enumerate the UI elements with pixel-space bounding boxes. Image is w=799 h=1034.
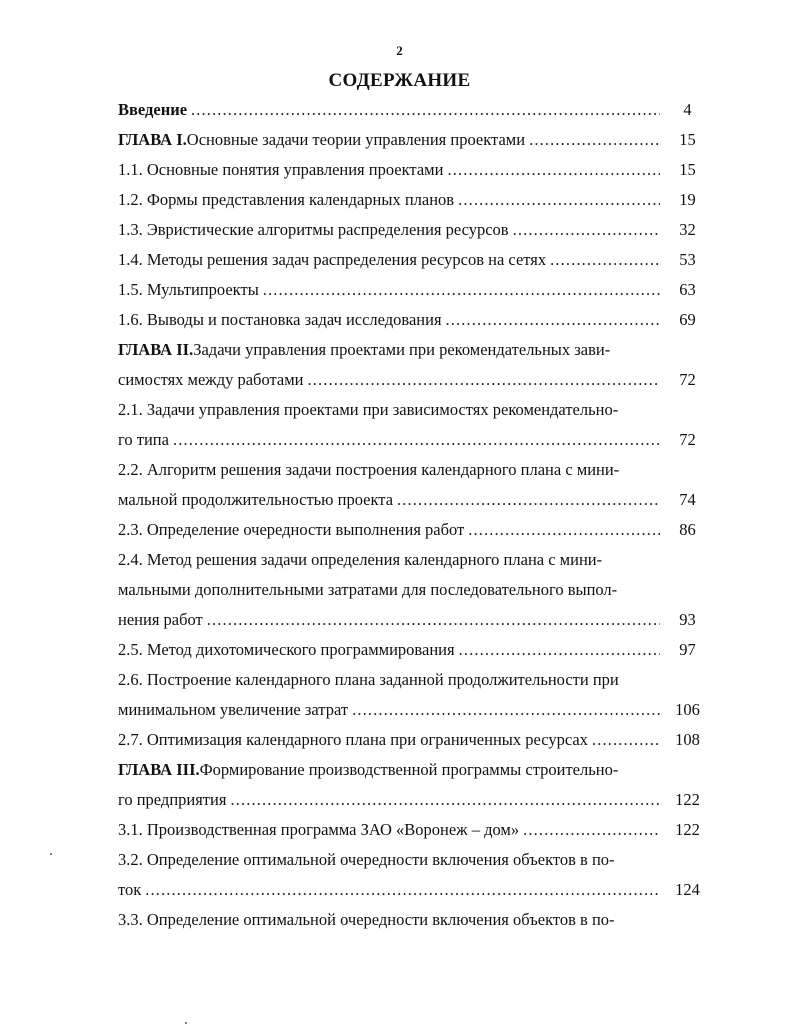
page-ref: 72 (679, 430, 696, 449)
toc-entry-continuation: мальными дополнительными затратами для последовательного выпол- (118, 580, 618, 599)
toc-entry-continuation: го типа . . . (118, 429, 660, 451)
toc-entry: 1.4. Методы решения задач распределения ресурсов на сетях . . . (118, 249, 660, 271)
toc-entry: 3.2. Определение оптимальной очередности включения объектов в по- (118, 850, 615, 869)
toc-entry-intro (118, 99, 660, 121)
page-title: СОДЕРЖАНИЕ (328, 70, 471, 91)
page-ref: 4 (683, 100, 692, 119)
toc-entry: 2.4. Метод решения задачи определения календарного плана с мини- (118, 550, 603, 569)
toc-entry: 2.3. Определение очередности выполнения работ . . . (118, 519, 660, 541)
page-ref: 124 (675, 880, 700, 899)
toc-entry-chapter-2: ГЛАВА II. Задачи управления проектами при рекомендательных зави- (118, 340, 611, 359)
scan-speck (185, 1022, 187, 1024)
toc-entry-continuation: симостях между работами . . . (118, 369, 660, 391)
toc-entry-chapter-3: ГЛАВА III. Формирование производственной программы строительно- (118, 760, 619, 779)
page-ref: 72 (679, 370, 696, 389)
toc-entry: 1.2. Формы представления календарных планов . . . (118, 189, 660, 211)
toc-entry-continuation: ток . . . (118, 879, 660, 901)
toc-entry: 1.1. Основные понятия управления проектами . . . (118, 159, 660, 181)
toc-entry: 1.5. Мультипроекты . . . (118, 279, 660, 301)
page-ref: 53 (679, 250, 696, 269)
toc-entry: 1.6. Выводы и постановка задач исследования . . . (118, 309, 660, 331)
page-ref: 74 (679, 490, 696, 509)
page-ref: 69 (679, 310, 696, 329)
toc-entry: 2.7. Оптимизация календарного плана при ограниченных ресурсах . . . (118, 729, 660, 751)
page-ref: 32 (679, 220, 696, 239)
toc-entry-continuation: мальной продолжительностью проекта . . . (118, 489, 660, 511)
toc-entry: 2.5. Метод дихотомического программирования . . . (118, 639, 660, 661)
page-ref: 15 (679, 160, 696, 179)
scan-speck (50, 853, 52, 855)
toc-entry: 2.2. Алгоритм решения задачи построения календарного плана с мини- (118, 460, 620, 479)
page-ref: 122 (675, 790, 700, 809)
page-number: 2 (396, 43, 403, 58)
toc-entry-chapter-1: ГЛАВА I. Основные задачи теории управления проектами . . . (118, 129, 660, 151)
toc-entry: 1.3. Эвристические алгоритмы распределения ресурсов . . . (118, 219, 660, 241)
toc-entry-continuation: го предприятия . . . (118, 789, 660, 811)
page-ref: 106 (675, 700, 700, 719)
page-ref: 97 (679, 640, 696, 659)
page-ref: 86 (679, 520, 696, 539)
page-ref: 63 (679, 280, 696, 299)
toc-entry-continuation: минимальном увеличение затрат . . . (118, 699, 660, 721)
toc-entry: 3.3. Определение оптимальной очередности включения объектов в по- (118, 910, 615, 929)
toc-entry: 2.6. Построение календарного плана заданной продолжительности при (118, 670, 619, 689)
toc-entry: 2.1. Задачи управления проектами при зависимостях рекомендательно- (118, 400, 619, 419)
page-ref: 108 (675, 730, 700, 749)
page-ref: 122 (675, 820, 700, 839)
entry-bold: Введение (118, 100, 188, 119)
toc-entry: 3.1. Производственная программа ЗАО «Воронеж – дом» . . . (118, 819, 660, 841)
toc-entry-continuation: нения работ . . . (118, 609, 660, 631)
page-ref: 93 (679, 610, 696, 629)
page-ref: 15 (679, 130, 696, 149)
page-ref: 19 (679, 190, 696, 209)
